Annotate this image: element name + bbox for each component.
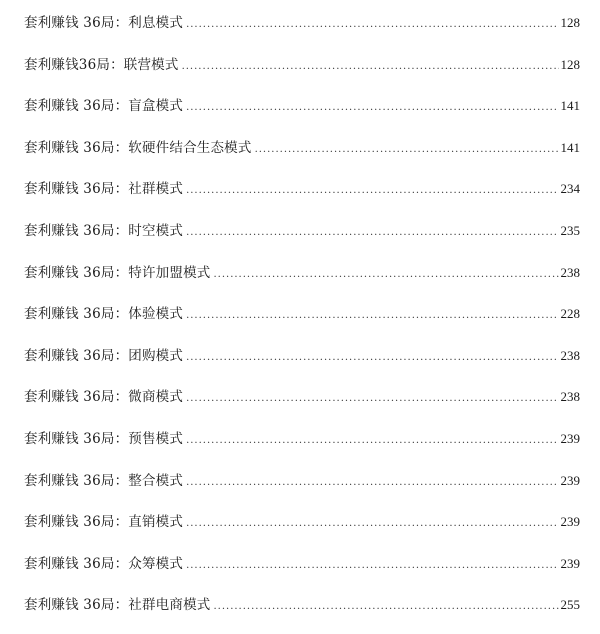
toc-page-number: 239 (560, 514, 580, 530)
toc-entry[interactable] (24, 424, 580, 466)
dot-leader (255, 135, 559, 165)
table-of-contents (24, 8, 580, 632)
toc-entry-title: 套利赚钱 36局：软硬件结合生态模式 (24, 139, 252, 156)
toc-entry[interactable] (24, 507, 580, 549)
dot-leader (213, 260, 558, 290)
toc-page-number: 238 (560, 389, 580, 405)
toc-entry-title: 套利赚钱 36局：利息模式 (24, 15, 184, 31)
toc-entry-title: 套利赚钱 36局：特许加盟模式 (24, 264, 211, 281)
toc-page-number: 128 (560, 15, 580, 30)
dot-leader (186, 218, 558, 248)
toc-page-number: 239 (560, 472, 580, 488)
toc-entry-title: 套利赚钱 36局：团购模式 (24, 347, 184, 364)
toc-page-number: 141 (560, 139, 580, 155)
toc-entry[interactable] (24, 50, 580, 92)
toc-entry-title: 套利赚钱 36局：微商模式 (24, 389, 184, 406)
toc-page-number: 228 (560, 306, 580, 322)
dot-leader (186, 468, 558, 498)
toc-entry-title: 套利赚钱 36局：整合模式 (24, 472, 184, 489)
toc-entry-title: 套利赚钱 36局：社群模式 (24, 181, 184, 198)
toc-page-number: 239 (560, 555, 580, 571)
toc-page-number: 255 (560, 597, 580, 613)
toc-entry[interactable] (24, 133, 580, 175)
toc-page-number: 238 (560, 264, 580, 280)
toc-entry[interactable] (24, 382, 580, 424)
dot-leader (186, 384, 558, 414)
toc-page-number: 239 (560, 430, 580, 446)
toc-entry[interactable] (24, 258, 580, 300)
toc-page-number: 238 (560, 347, 580, 363)
toc-entry[interactable] (24, 299, 580, 341)
toc-entry[interactable] (24, 590, 580, 632)
toc-entry-title: 套利赚钱 36局：预售模式 (24, 430, 184, 447)
toc-entry-title: 套利赚钱 36局：盲盒模式 (24, 98, 184, 115)
toc-entry-title: 套利赚钱 36局：众筹模式 (24, 555, 184, 572)
dot-leader (186, 551, 558, 581)
toc-entry[interactable] (24, 549, 580, 591)
toc-page-number: 141 (560, 98, 580, 114)
toc-page-number: 234 (560, 181, 580, 197)
toc-page-number: 128 (560, 56, 580, 72)
toc-page-number: 235 (560, 222, 580, 238)
toc-entry[interactable] (24, 341, 580, 383)
dot-leader (186, 10, 558, 40)
dot-leader (186, 509, 558, 539)
toc-entry-title: 套利赚钱36局：联营模式 (24, 56, 179, 73)
toc-entry[interactable] (24, 466, 580, 508)
dot-leader (186, 176, 558, 206)
toc-entry[interactable] (24, 174, 580, 216)
toc-entry[interactable] (24, 8, 580, 50)
dot-leader (186, 426, 558, 456)
dot-leader (186, 93, 558, 123)
toc-entry-title: 套利赚钱 36局：社群电商模式 (24, 597, 211, 614)
toc-entry-title: 套利赚钱 36局：直销模式 (24, 514, 184, 531)
dot-leader (213, 592, 558, 622)
toc-entry[interactable] (24, 216, 580, 258)
dot-leader (186, 343, 558, 373)
toc-entry-title: 套利赚钱 36局：时空模式 (24, 222, 184, 239)
dot-leader (182, 52, 559, 82)
toc-entry-title: 套利赚钱 36局：体验模式 (24, 306, 184, 323)
toc-entry[interactable] (24, 91, 580, 133)
dot-leader (186, 301, 558, 331)
